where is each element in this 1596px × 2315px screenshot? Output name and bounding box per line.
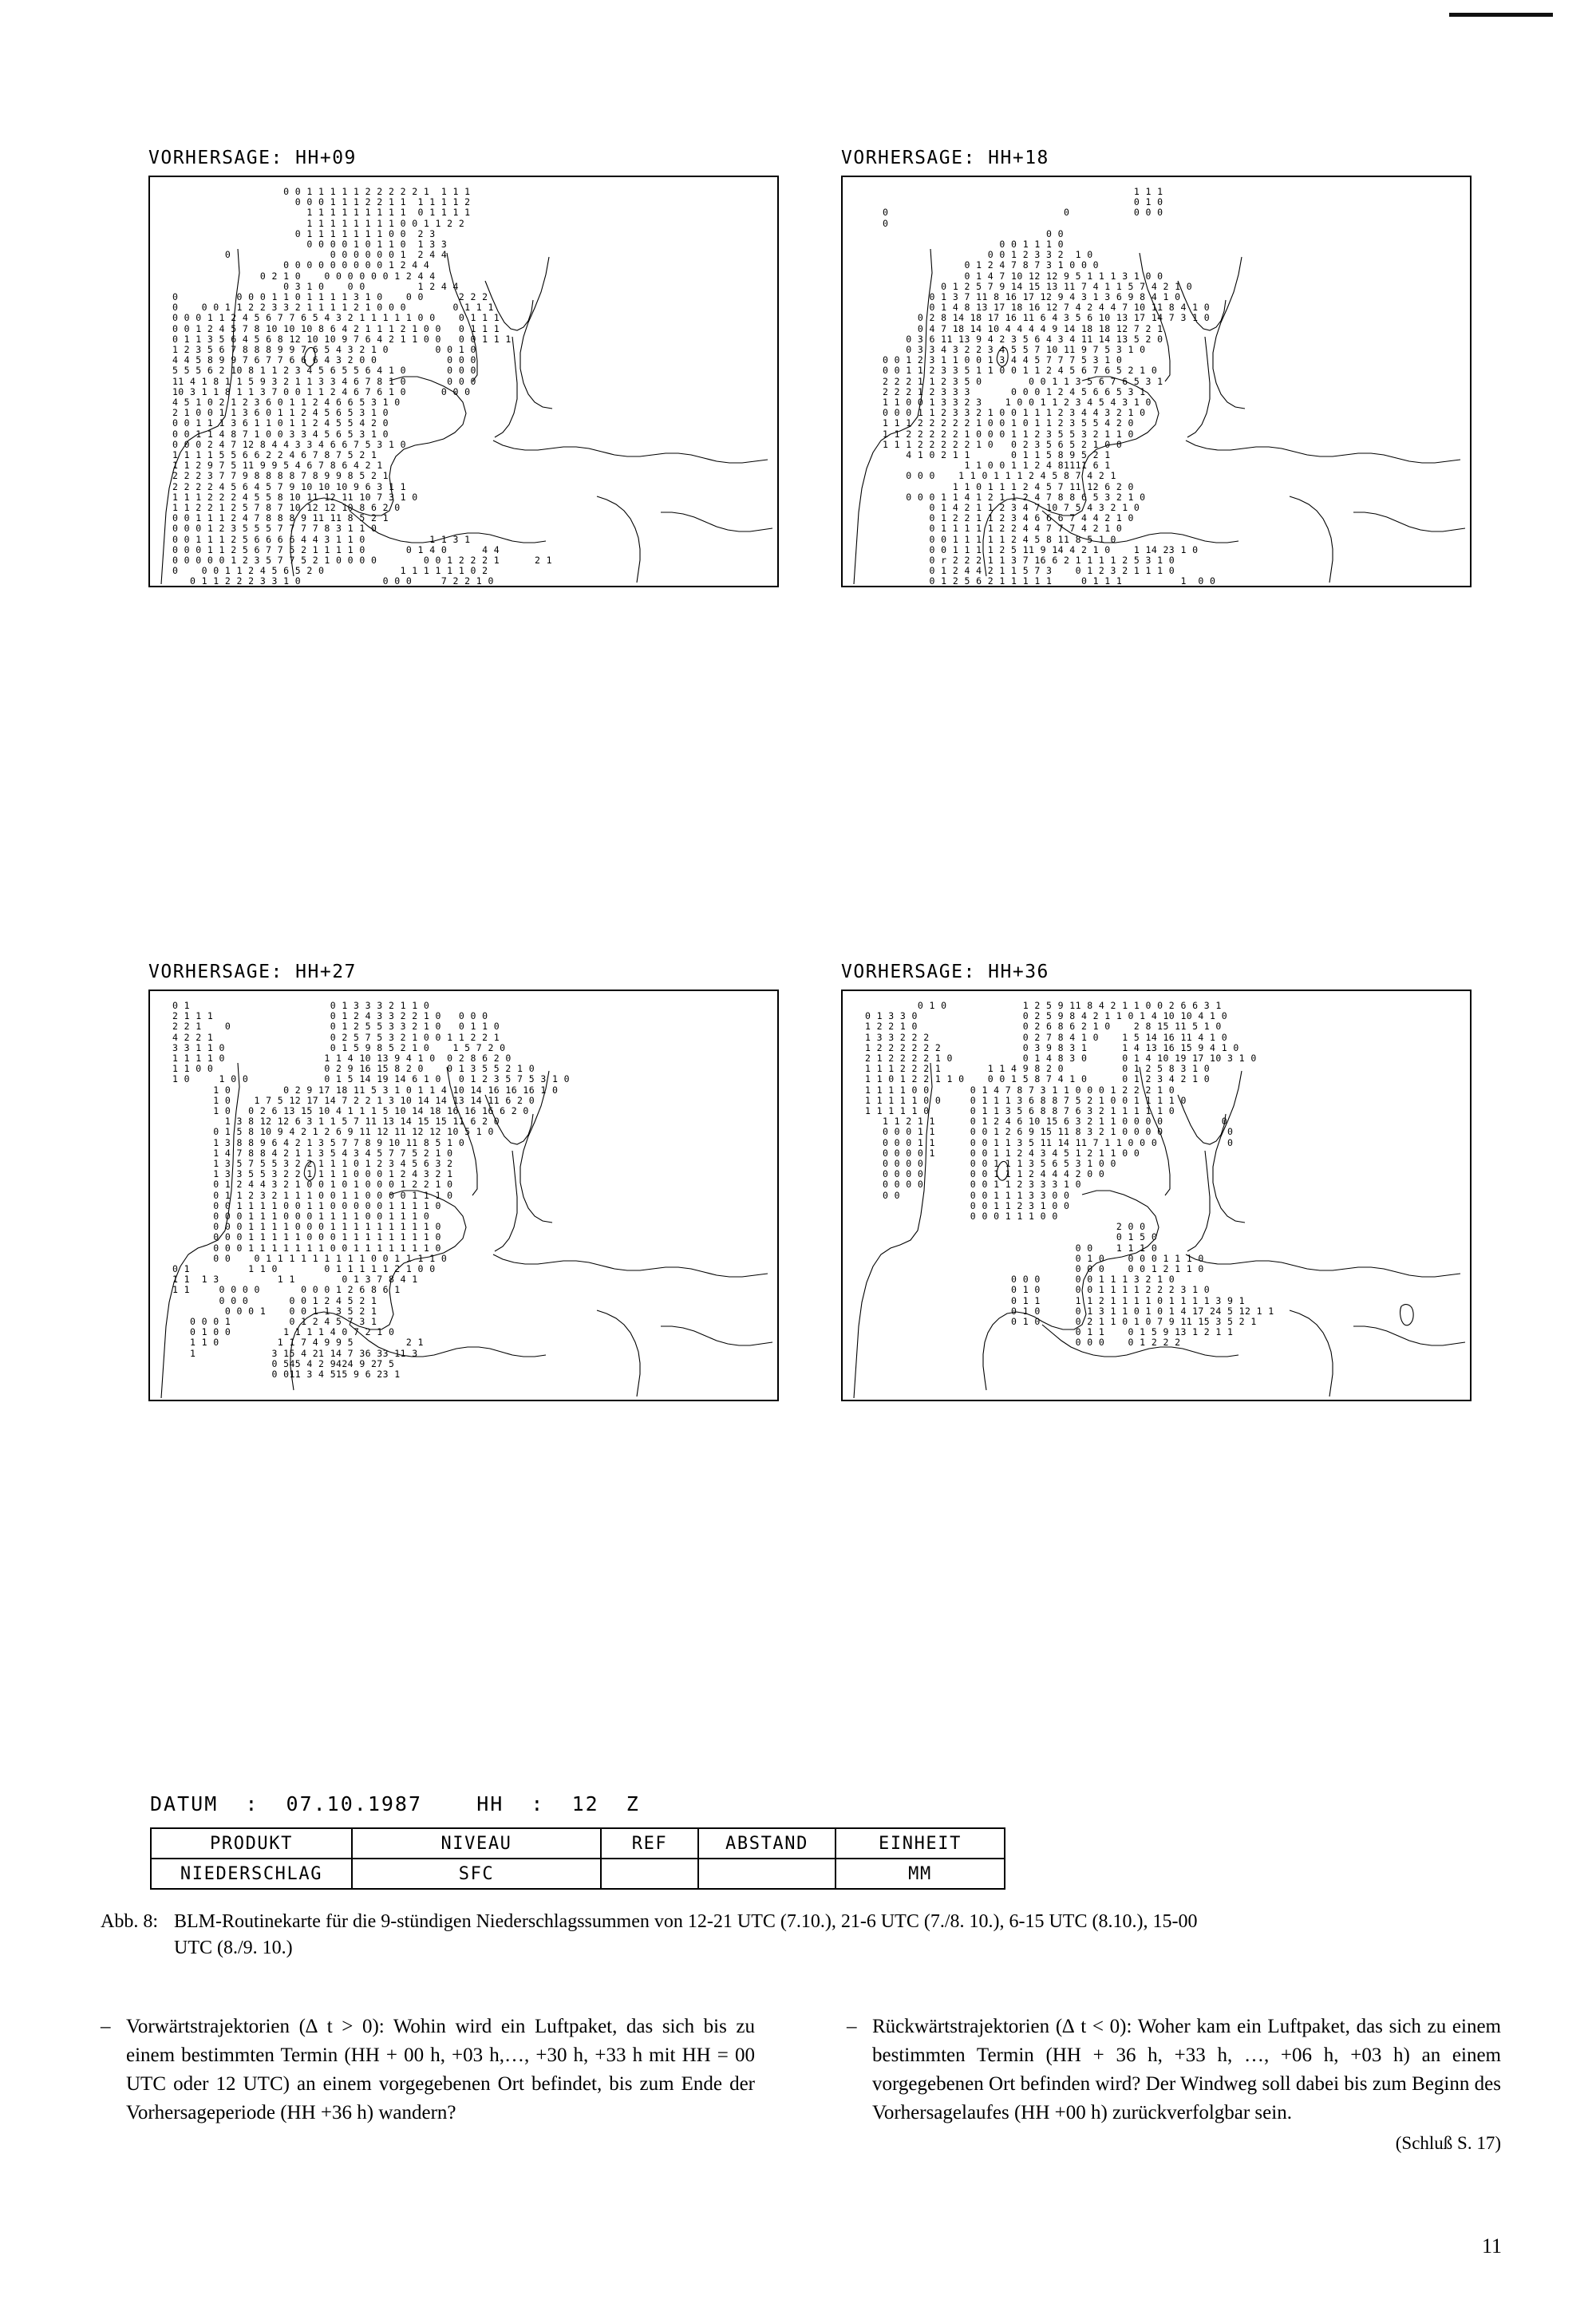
legend-header-einheit: EINHEIT [836, 1828, 1005, 1859]
panel-title-hh18: VORHERSAGE: HH+18 [841, 148, 1049, 168]
grid-value-row: 0 0 1 1 1 3 6 1 1 0 1 1 2 4 5 5 4 2 0 [155, 417, 389, 429]
grid-value-row: 1 1 0 0 0 0 0 0 0 1 2 6 8 6 1 [155, 1284, 401, 1296]
table-row-headers [151, 1828, 1005, 1859]
grid-value-row: 0 1 0 1 2 5 9 11 8 4 2 1 1 0 0 2 6 6 3 1 [847, 1000, 1222, 1011]
grid-value-row: 0 1 1 1 1 1 2 2 4 4 7 7 7 4 2 1 0 [847, 523, 1123, 535]
grid-value-row: 0 1 1 1 1 1 1 1 0 0 2 3 [155, 227, 436, 239]
column-forward-trajectories [101, 2013, 755, 2127]
grid-value-row: 3 3 1 1 0 0 1 5 9 8 5 2 1 0 1 5 7 2 0 [155, 1041, 506, 1053]
panel-title-hh27: VORHERSAGE: HH+27 [148, 962, 357, 982]
grid-value-row: 2 2 1 0 0 1 2 5 5 3 3 2 1 0 0 1 1 0 [155, 1021, 500, 1033]
grid-value-row: 1 1 0 0 0 2 9 16 15 8 2 0 0 1 3 5 5 2 1 0 [155, 1063, 535, 1075]
grid-value-row: 0 3 1 0 0 0 1 2 4 4 [155, 280, 459, 292]
grid-value-row: 0 0 0 1 1 1 1 1 1 1 0 0 1 1 1 1 1 1 1 0 [155, 1242, 441, 1254]
grid-value-row: 0 0 0 0 0 0 1 1 1 2 4 4 4 2 0 0 [847, 1168, 1105, 1180]
grid-value-row: 1 1 1 2 2 2 2 2 1 0 0 2 3 5 6 5 2 1 0 0 [847, 438, 1123, 450]
panel-box-hh09 [148, 176, 779, 587]
panel-title-hh36: VORHERSAGE: HH+36 [841, 962, 1049, 982]
legend-value-ref [601, 1859, 698, 1889]
grid-value-row: 0 0 1 1 1 1 2 5 11 9 14 4 2 1 0 1 14 23 1 0 [847, 543, 1199, 555]
grid-value-row: 1 1 2 1 1 0 1 2 4 6 10 15 6 3 2 1 1 0 0 0 0 0 [847, 1116, 1228, 1128]
page-number: 11 [1481, 2234, 1502, 2258]
grid-value-row: 1 3 3 5 5 3 2 2 1 1 1 1 0 0 0 1 2 4 3 2 1 [155, 1168, 453, 1180]
legend-header-abstand: ABSTAND [698, 1828, 836, 1859]
grid-value-row: 0 545 4 2 9424 9 27 5 [155, 1357, 395, 1369]
grid-value-row: 1 3 15 4 21 14 7 36 33 11 3 [155, 1347, 418, 1359]
grid-value-row: 0 0 0 0 1 0 0 1 1 2 4 3 4 5 1 2 1 1 0 0 [847, 1147, 1140, 1159]
grid-value-row: 1 1 2 2 1 2 5 7 8 7 10 12 12 10 8 6 2 0 [155, 502, 401, 513]
grid-value-row: 0 0 1 2 4 5 7 8 10 10 10 8 6 4 2 1 1 1 2 1 0 0 0 1 1 1 [155, 322, 500, 334]
panel-box-hh36 [841, 990, 1472, 1401]
grid-value-row: 0 1 2 4 7 8 7 3 1 0 0 0 [847, 259, 1099, 271]
grid-value-row: 2 2 2 1 2 3 3 3 0 0 0 1 2 4 5 6 6 5 3 1 [847, 385, 1146, 397]
legend-value-niveau: SFC [352, 1859, 601, 1889]
grid-value-row: 4 5 1 0 2 1 2 3 6 0 1 1 2 4 6 6 5 3 1 0 [155, 397, 401, 408]
grid-value-row: 0 0 1 1 1 0 [847, 239, 1064, 250]
grid-value-row: 0 1 3 7 11 8 16 17 12 9 4 3 1 3 6 9 8 4 1 0 [847, 291, 1181, 302]
grid-value-row: 0 0 1 1 1 1 0 0 1 1 0 0 0 0 0 1 1 1 1 0 [155, 1199, 441, 1211]
grid-value-row: 0 0 0 1 1 1 1 0 0 0 1 1 1 1 1 1 1 1 1 0 [155, 1221, 441, 1233]
table-row-values [151, 1859, 1005, 1889]
legend-value-einheit: MM [836, 1859, 1005, 1889]
grid-value-row: 0 1 2 4 4 2 1 1 5 7 3 0 1 2 3 2 1 1 1 0 [847, 565, 1175, 577]
grid-value-row: 0 1 0 0 1 1 1 1 4 0 7 2 1 0 [155, 1326, 395, 1338]
grid-value-row: 0 0 0 0 0 0 0 1 2 4 4 [155, 249, 448, 261]
grid-value-row: 1 0 0 2 9 17 18 11 5 3 1 0 1 1 4 10 14 16 16 16 1 0 [155, 1084, 559, 1096]
grid-value-row: 0 0 0 1 2 3 5 5 5 7 7 7 7 8 3 1 1 0 [155, 523, 377, 535]
datum-line: DATUM : 07.10.1987 HH : 12 Z [150, 1792, 640, 1815]
grid-value-row: 0 1 5 0 [847, 1231, 1158, 1243]
forecast-panel-hh27 [148, 962, 779, 1380]
column-right-text: Rückwärtstrajektorien (∆ t < 0): Woher kam ein Luftpaket, das sich zu einem bestimmten Termin (HH + 36 h, +33 h, …, +06 h, +03 h) an einem vorgegebenen Ort befinden wird? Der Windweg soll dabei bis zum Beginn des Vorhersagelaufes (HH +00 h) zurückverfolgbar sein. [872, 2016, 1501, 2123]
grid-value-row: 0 0 1 1 1 2 5 6 6 6 6 4 4 3 1 1 0 1 1 3 1 [155, 533, 471, 545]
grid-value-row: 1 1 1 1 1 1 1 1 1 0 1 1 1 1 [155, 207, 471, 219]
grid-value-row: 0 1 4 2 1 1 2 3 4 7 10 7 5 4 3 2 1 0 [847, 502, 1140, 513]
grid-value-row: 11 4 1 8 1 1 5 9 3 2 1 1 3 3 4 6 7 8 1 0 0 0 0 [155, 375, 476, 387]
figure-caption-label: Abb. 8: [101, 1911, 158, 1932]
grid-value-row: 5 5 5 6 2 10 8 1 1 2 3 4 5 6 5 5 6 4 1 0 0 0 0 [155, 365, 476, 377]
continuation-note: (Schluß S. 17) [1395, 2133, 1501, 2153]
forecast-panel-hh36 [841, 962, 1472, 1369]
grid-value-row: 0 0 0 0 1 0 1 1 0 1 3 3 [155, 239, 448, 250]
grid-value-row: 0 0 0 1 1 1 1 1 0 0 0 1 1 1 1 1 1 1 1 0 [155, 1231, 441, 1243]
grid-value-row: 1 0 0 2 6 13 15 10 4 1 1 1 5 10 14 18 16 16 16 6 2 0 [155, 1105, 529, 1116]
grid-value-row: 1 2 2 1 0 0 2 6 8 6 2 1 0 2 8 15 11 5 1 0 [847, 1021, 1222, 1033]
grid-value-row: 0 0 1 1 1 2 4 7 8 8 8 9 11 11 8 5 2 1 [155, 512, 389, 524]
grid-value-row: 1 3 8 8 9 6 4 2 1 3 5 7 7 8 9 10 11 8 5 1 0 [155, 1136, 465, 1148]
column-left-text: Vorwärtstrajektorien (∆ t > 0): Wohin wird ein Luftpaket, das sich bis zu einem bestimmten Termin (HH + 00 h, +03 h,…, +30 h, +33 h mit HH = 00 UTC oder 12 UTC) an einem vorgegebenen Ort befindet, bis zum Ende der Vorhersageperiode (HH +36 h) wandern? [126, 2016, 755, 2123]
grid-value-row: 2 0 0 [847, 1221, 1146, 1233]
grid-value-row: 1 1 1 2 2 2 2 2 1 0 0 1 0 1 1 2 3 5 5 4 2 0 [847, 417, 1134, 429]
grid-value-row: 1 3 3 2 2 2 0 2 7 8 4 1 0 1 5 14 16 11 4 1 0 [847, 1031, 1228, 1043]
grid-value-row: 1 1 0 0 1 1 2 4 81111 6 1 [847, 460, 1111, 472]
grid-value-row: 0 0 0 1 1 1 1 1 1 1 1 1 0 0 1 1 1 1 0 [155, 1252, 448, 1264]
grid-value-row: 1 1 1 2 2 2 1 1 1 4 9 8 2 0 0 1 2 5 8 3 1 0 [847, 1063, 1211, 1075]
grid-value-row: 0 0 0 1 1 4 1 2 1 1 2 4 7 8 8 6 5 3 2 1 0 [847, 491, 1146, 503]
legend-value-produkt: NIEDERSCHLAG [151, 1859, 352, 1889]
legend-value-abstand [698, 1859, 836, 1889]
grid-value-row: 0 1 0 0 0 0 1 1 1 0 [847, 1252, 1204, 1264]
grid-value-row: 1 2 2 2 2 2 2 0 3 9 8 3 1 1 4 13 16 15 9 4 1 0 [847, 1041, 1239, 1053]
grid-values-hh27 [150, 991, 777, 1400]
grid-value-row: 0 0 0 0 0 0 1 1 1 3 5 6 5 3 1 0 0 [847, 1158, 1116, 1169]
grid-value-row: 1 1 1 1 1 0 0 1 1 3 5 6 8 8 7 6 3 2 1 1 1 1 1 0 [847, 1105, 1175, 1116]
grid-value-row: 1 1 1 2 2 2 4 5 5 8 10 11 12 11 10 7 3 1 0 [155, 491, 418, 503]
list-bullet-right: – [847, 2016, 857, 2037]
grid-value-row: 0 1 0 1 3 3 3 2 1 1 0 [155, 1000, 430, 1011]
grid-value-row: 1 1 1 1 0 0 0 1 4 7 8 7 3 1 1 0 0 0 1 2 2 2 1 0 [847, 1084, 1175, 1096]
grid-value-row: 0 0 0 0 1 2 2 2 [847, 1337, 1181, 1349]
grid-value-row: 0 0 0 0 0 1 1 1 3 2 1 0 [847, 1274, 1175, 1286]
grid-value-row: 1 1 1 [847, 186, 1163, 197]
grid-value-row: 0 0 0 0 0 1 2 1 1 0 [847, 1263, 1204, 1274]
grid-value-row: 0 0 0 1 1 0 1 1 1 2 4 5 8 7 4 2 1 [847, 470, 1116, 482]
grid-value-row: 0 1 5 8 10 9 4 2 1 2 6 9 11 12 11 12 12 10 5 1 0 [155, 1126, 494, 1138]
forecast-panel-hh09 [148, 148, 779, 587]
grid-value-row: 0 0 0 1 1 1 0 0 0 1 1 1 1 0 0 1 1 1 0 [155, 1211, 430, 1222]
grid-values-hh36 [843, 991, 1470, 1400]
list-bullet-left: – [101, 2016, 111, 2037]
grid-value-row: 10 3 1 1 8 1 1 3 7 0 0 1 1 2 4 6 7 6 1 0 0 0 0 [155, 385, 471, 397]
grid-value-row: 0 [847, 217, 889, 229]
grid-value-row: 0 0 0 0 0 1 2 4 5 2 1 [155, 1294, 377, 1306]
legend-header-niveau: NIVEAU [352, 1828, 601, 1859]
grid-value-row: 2 2 2 3 7 7 9 8 8 8 8 7 8 9 9 8 5 2 1 [155, 470, 389, 482]
grid-value-row: 0 1 3 3 0 0 2 5 9 8 4 2 1 1 0 1 4 10 10 4 1 0 [847, 1010, 1228, 1022]
grid-value-row: 1 1 0 0 1 3 3 2 3 1 0 0 1 1 2 3 4 5 4 3 1 0 [847, 397, 1152, 408]
grid-value-row: 0 1 0 [847, 196, 1163, 208]
figure-caption [101, 1909, 1505, 1961]
grid-value-row: 0 0 0 1 1 2 5 6 7 7 5 2 1 1 1 1 0 0 1 4 0 4 4 [155, 543, 500, 555]
grid-value-row: 0 1 2 5 7 9 14 15 13 11 7 4 1 1 5 7 4 2 1 0 [847, 280, 1193, 292]
grid-values-hh09 [150, 177, 777, 586]
grid-value-row: 0 0 1 2 3 1 1 0 0 1 3 4 4 5 7 7 7 5 3 1 0 [847, 354, 1123, 366]
grid-value-row: 0 0 0 1 0 0 1 1 3 5 2 1 [155, 1305, 377, 1317]
grid-value-row: 0 1 2 2 1 1 2 3 4 6 6 6 7 4 4 2 1 0 [847, 512, 1134, 524]
grid-value-row: 1 1 1 1 1 1 1 1 0 0 1 1 2 2 [155, 217, 465, 229]
figure-caption-line2: UTC (8./9. 10.) [174, 1938, 293, 1958]
grid-value-row: 0 2 1 0 0 0 0 0 0 0 1 2 4 4 [155, 270, 436, 282]
panel-box-hh18 [841, 176, 1472, 587]
grid-value-row: 0 0 1 2 3 3 2 1 0 [847, 249, 1093, 261]
grid-value-row: 0 1 2 4 4 3 2 1 0 0 1 0 1 0 0 0 1 2 2 1 0 [155, 1179, 453, 1191]
grid-value-row: 1 1 2 9 7 5 11 9 9 5 4 6 7 8 6 4 2 1 [155, 460, 383, 472]
grid-value-row: 0 0 1 1 1 1 1 2 4 5 8 11 8 5 1 0 [847, 533, 1116, 545]
grid-value-row: 4 1 0 2 1 1 0 1 1 5 8 9 5 2 1 [847, 449, 1111, 460]
grid-value-row: 0 0 0 0 0 1 2 3 5 7 7 5 2 1 0 0 0 0 0 0 1 2 2 2 1 2 1 [155, 555, 553, 566]
grid-value-row: 0 1 1 2 3 2 1 1 1 0 0 1 1 0 0 0 0 1 1 1 0 [155, 1189, 453, 1201]
legend-header-produkt: PRODUKT [151, 1828, 352, 1859]
top-corner-rule [1449, 13, 1553, 17]
grid-value-row: 0 0 0 0 0 0 0 0 0 1 2 4 4 [155, 259, 430, 271]
forecast-panel-grid [148, 148, 1489, 1380]
grid-value-row: 0 1 1 0 1 5 9 13 1 2 1 1 [847, 1326, 1234, 1338]
grid-value-row: 0 1 0 0 2 1 1 0 1 0 7 9 11 15 3 5 2 1 [847, 1316, 1257, 1327]
grid-value-row: 0 1 0 0 1 3 1 1 0 1 0 1 4 17 24 5 12 1 1 [847, 1305, 1274, 1317]
grid-value-row: 0 0 0 0 1 1 0 1 1 1 1 3 1 0 0 0 2 2 2 [155, 291, 488, 302]
figure-caption-text [174, 1909, 1491, 1961]
grid-value-row: 1 1 1 1 1 0 0 0 1 1 1 3 6 8 8 7 5 2 1 0 0 1 1 1 1 0 [847, 1094, 1187, 1106]
forecast-panel-hh18 [841, 148, 1472, 587]
grid-value-row: 4 2 2 1 0 2 5 7 5 3 2 1 0 0 1 1 2 2 1 [155, 1031, 500, 1043]
grid-value-row: 1 1 2 2 2 2 2 1 0 0 0 1 1 2 3 5 5 3 2 1 1 0 [847, 428, 1134, 440]
grid-value-row: 2 1 1 1 0 1 2 4 3 3 2 2 1 0 0 0 0 [155, 1010, 488, 1022]
grid-value-row: 0 1 1 3 5 6 4 5 6 8 12 10 10 9 7 6 4 2 1 1 0 0 0 0 1 1 1 [155, 333, 512, 345]
grid-value-row: 1 1 0 1 1 7 4 9 9 5 2 1 [155, 1337, 424, 1349]
grid-value-row: 0 1 0 0 0 1 1 1 1 2 2 2 3 1 0 [847, 1284, 1211, 1296]
grid-value-row: 1 3 5 7 5 5 3 2 2 1 1 1 0 1 2 3 4 5 6 3 2 [155, 1158, 453, 1169]
grid-value-row: 1 0 1 0 0 0 1 5 14 19 14 6 1 0 0 1 2 3 5 7 5 3 1 0 [155, 1073, 570, 1085]
grid-value-row: 0 0 0 0 1 1 1 3 3 0 0 [847, 1189, 1070, 1201]
grid-value-row: 0 2 8 14 18 17 16 11 6 4 3 5 6 10 13 17 14 7 3 1 0 [847, 312, 1211, 324]
grid-value-row: 0 0 0 1 0 1 2 4 5 7 3 1 [155, 1316, 377, 1327]
grid-value-row: 1 1 1 3 1 1 0 1 3 7 8 4 1 [155, 1274, 418, 1286]
grid-values-hh18 [843, 177, 1470, 586]
grid-value-row: 0 0 1 1 2 3 3 5 1 1 0 0 1 1 2 4 5 6 7 6 5 2 1 0 [847, 365, 1158, 377]
grid-value-row: 0 0 0 2 4 7 12 8 4 4 3 3 4 6 6 7 5 3 1 0 [155, 438, 406, 450]
grid-value-row: 0 0 0 1 1 0 0 1 2 6 9 15 11 8 3 2 1 0 0 0 0 0 [847, 1126, 1234, 1138]
grid-value-row: 0 011 3 4 515 9 6 23 1 [155, 1369, 401, 1380]
grid-value-row: 0 0 1 1 2 3 1 0 0 [847, 1199, 1070, 1211]
grid-value-row: 2 2 2 2 4 5 6 4 5 7 9 10 10 10 9 6 3 1 1 [155, 480, 406, 492]
grid-value-row: 1 3 8 12 12 6 3 1 1 5 7 11 13 14 15 15 11 6 2 0 [155, 1116, 500, 1128]
grid-value-row: 1 1 0 1 2 2 1 1 0 0 0 1 5 8 7 4 1 0 0 1 2 3 4 2 1 0 [847, 1073, 1211, 1085]
grid-value-row: 1 2 3 5 6 7 8 8 8 9 9 7 6 5 4 3 2 1 0 0 0 1 0 [155, 344, 476, 355]
grid-value-row: 2 1 0 0 1 1 3 6 0 1 1 2 4 5 6 5 3 1 0 [155, 407, 389, 419]
grid-value-row: 4 4 5 8 9 9 7 6 7 7 6 6 6 4 3 2 0 0 0 0 0 [155, 354, 476, 366]
grid-value-row: 0 1 2 5 6 2 1 1 1 1 1 0 1 1 1 1 0 0 [847, 575, 1216, 587]
grid-value-row: 0 0 0 0 0 [847, 207, 1163, 219]
grid-value-row: 2 1 2 2 2 2 1 0 0 1 4 8 3 0 0 1 4 10 19 17 10 3 1 0 [847, 1053, 1257, 1064]
grid-value-row: 0 1 1 1 1 2 1 1 1 1 0 1 1 1 1 3 9 1 [847, 1294, 1246, 1306]
grid-value-row: 1 1 1 1 0 1 1 4 10 13 9 4 1 0 0 2 8 6 2 0 [155, 1053, 512, 1064]
grid-value-row: 0 3 6 11 13 9 4 2 3 5 6 4 3 4 11 14 13 5 2 0 [847, 333, 1163, 345]
panel-box-hh27 [148, 990, 779, 1401]
grid-value-row: 0 1 4 8 13 17 18 16 12 7 4 2 4 4 7 10 11 8 4 1 0 [847, 302, 1211, 314]
grid-value-row: 0 0 1 1 1 1 1 2 2 2 2 2 1 1 1 1 [155, 186, 471, 197]
grid-value-row: 0 r 2 2 2 1 1 3 7 16 6 2 1 1 1 1 2 5 3 1 0 [847, 555, 1175, 566]
grid-value-row: 0 1 4 7 10 12 12 9 5 1 1 1 3 1 0 0 [847, 270, 1163, 282]
grid-value-row: 0 0 0 0 0 0 1 1 2 3 3 3 1 0 [847, 1179, 1081, 1191]
grid-value-row: 0 0 1 1 1 0 [847, 1242, 1158, 1254]
grid-value-row: 1 0 1 7 5 12 17 14 7 2 2 1 3 10 14 14 13 14 11 6 2 0 [155, 1094, 535, 1106]
grid-value-row: 0 0 0 1 1 1 2 2 1 1 1 1 1 1 2 [155, 196, 471, 208]
grid-value-row: 0 0 [847, 227, 1064, 239]
grid-value-row: 1 4 7 8 8 4 2 1 1 3 5 4 3 4 5 7 7 5 2 1 0 [155, 1147, 453, 1159]
legend-header-ref: REF [601, 1828, 698, 1859]
panel-title-hh09: VORHERSAGE: HH+09 [148, 148, 357, 168]
grid-value-row: 0 0 0 1 1 1 0 0 [847, 1211, 1058, 1222]
grid-value-row: 2 2 2 1 1 2 3 5 0 0 0 1 1 3 5 6 7 6 5 3 1 [847, 375, 1163, 387]
grid-value-row: 0 0 0 1 1 2 4 5 6 5 2 0 1 1 1 1 1 1 0 2 [155, 565, 488, 577]
grid-value-row: 0 0 0 1 1 2 2 3 3 2 1 1 1 1 2 1 0 0 0 0 1 1 1 [155, 302, 494, 314]
grid-value-row: 0 0 0 1 1 2 3 3 2 1 0 0 1 1 1 2 3 4 4 3 2 1 0 [847, 407, 1146, 419]
grid-value-row: 1 1 1 1 5 5 6 6 2 2 4 6 7 8 7 5 2 1 [155, 449, 377, 460]
grid-value-row: 0 4 7 18 14 10 4 4 4 4 9 14 18 18 12 7 2 1 [847, 322, 1163, 334]
figure-caption-line1: BLM-Routinekarte für die 9-stündigen Niederschlagssummen von 12-21 UTC (7.10.), 21-6 UTC (7./8. 10.), 6-15 UTC (8.10.), 15-00 [174, 1911, 1198, 1932]
grid-value-row: 1 1 0 1 1 1 2 4 5 7 11 12 6 2 0 [847, 480, 1134, 492]
grid-value-row: 0 3 3 4 3 2 2 3 4 5 5 7 10 11 9 7 5 3 1 0 [847, 344, 1146, 355]
legend-table [150, 1827, 1005, 1890]
grid-value-row: 0 0 1 1 4 8 7 1 0 0 3 3 4 5 6 5 3 1 0 [155, 428, 389, 440]
grid-value-row: 0 1 1 1 0 0 1 1 1 1 1 2 1 0 0 [155, 1263, 436, 1274]
grid-value-row: 0 1 1 2 2 2 3 3 1 0 0 0 0 7 2 2 1 0 [155, 575, 494, 587]
grid-value-row: 0 0 0 1 1 2 4 5 6 7 7 6 5 4 3 2 1 1 1 1 1 0 0 0 1 1 1 [155, 312, 500, 324]
column-backward-trajectories [847, 2013, 1501, 2158]
grid-value-row: 0 0 0 1 1 0 0 1 1 3 5 11 14 11 7 1 1 0 0 0 0 [847, 1136, 1234, 1148]
